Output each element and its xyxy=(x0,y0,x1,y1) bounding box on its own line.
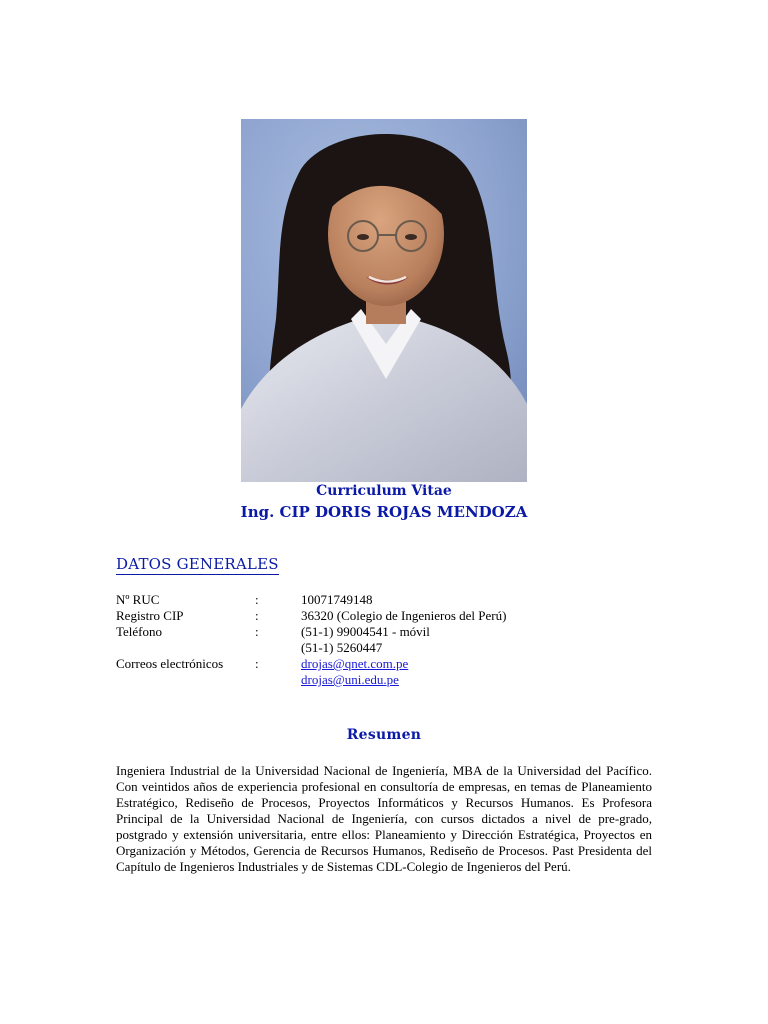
separator: : xyxy=(255,592,259,607)
portrait-photo xyxy=(241,119,527,482)
resumen-heading: Resumen xyxy=(346,727,422,743)
resumen-paragraph: Ingeniera Industrial de la Universidad Nacional de Ingeniería, MBA de la Universidad del Pacífico. Con veintidos años de experiencia profesional en consultoría de empresas, en temas de Planeamiento Estratégico, Rediseño de Procesos, Proyectos Informáticos y Recursos Humanos. Es Profesora Principal de la Universidad Nacional de Ingeniería, con cursos dictados a nivel de pre-grado, postgrado y extensión universitaria, entre ellos: Planeamiento y Dirección Estratégica, Proyectos en Organización y Métodos, Gerencia de Recursos Humanos, Rediseño de Procesos. Past Presidenta del Capítulo de Ingenieros Industriales y de Sistemas CDL-Colegio de Ingenieros del Perú. xyxy=(116,763,652,874)
cip-label: Registro CIP xyxy=(116,608,184,623)
separator: : xyxy=(255,656,259,671)
document-title: Curriculum Vitae xyxy=(316,483,452,499)
email-link-qnet[interactable]: drojas@qnet.com.pe xyxy=(301,656,409,671)
separator: : xyxy=(255,608,259,623)
ruc-value: 10071749148 xyxy=(301,592,373,607)
email-link-uni[interactable]: drojas@uni.edu.pe xyxy=(301,672,399,687)
person-name: Ing. CIP DORIS ROJAS MENDOZA xyxy=(240,503,528,521)
telefono-label: Teléfono xyxy=(116,624,163,639)
telefono-landline-value: (51-1) 5260447 xyxy=(301,640,383,655)
cip-value: 36320 (Colegio de Ingenieros del Perú) xyxy=(301,608,507,623)
ruc-label: Nº RUC xyxy=(116,592,160,607)
telefono-mobile-value: (51-1) 99004541 - móvil xyxy=(301,624,430,639)
correos-label: Correos electrónicos xyxy=(116,656,224,671)
datos-generales-heading: DATOS GENERALES xyxy=(116,555,279,573)
separator: : xyxy=(255,624,259,639)
